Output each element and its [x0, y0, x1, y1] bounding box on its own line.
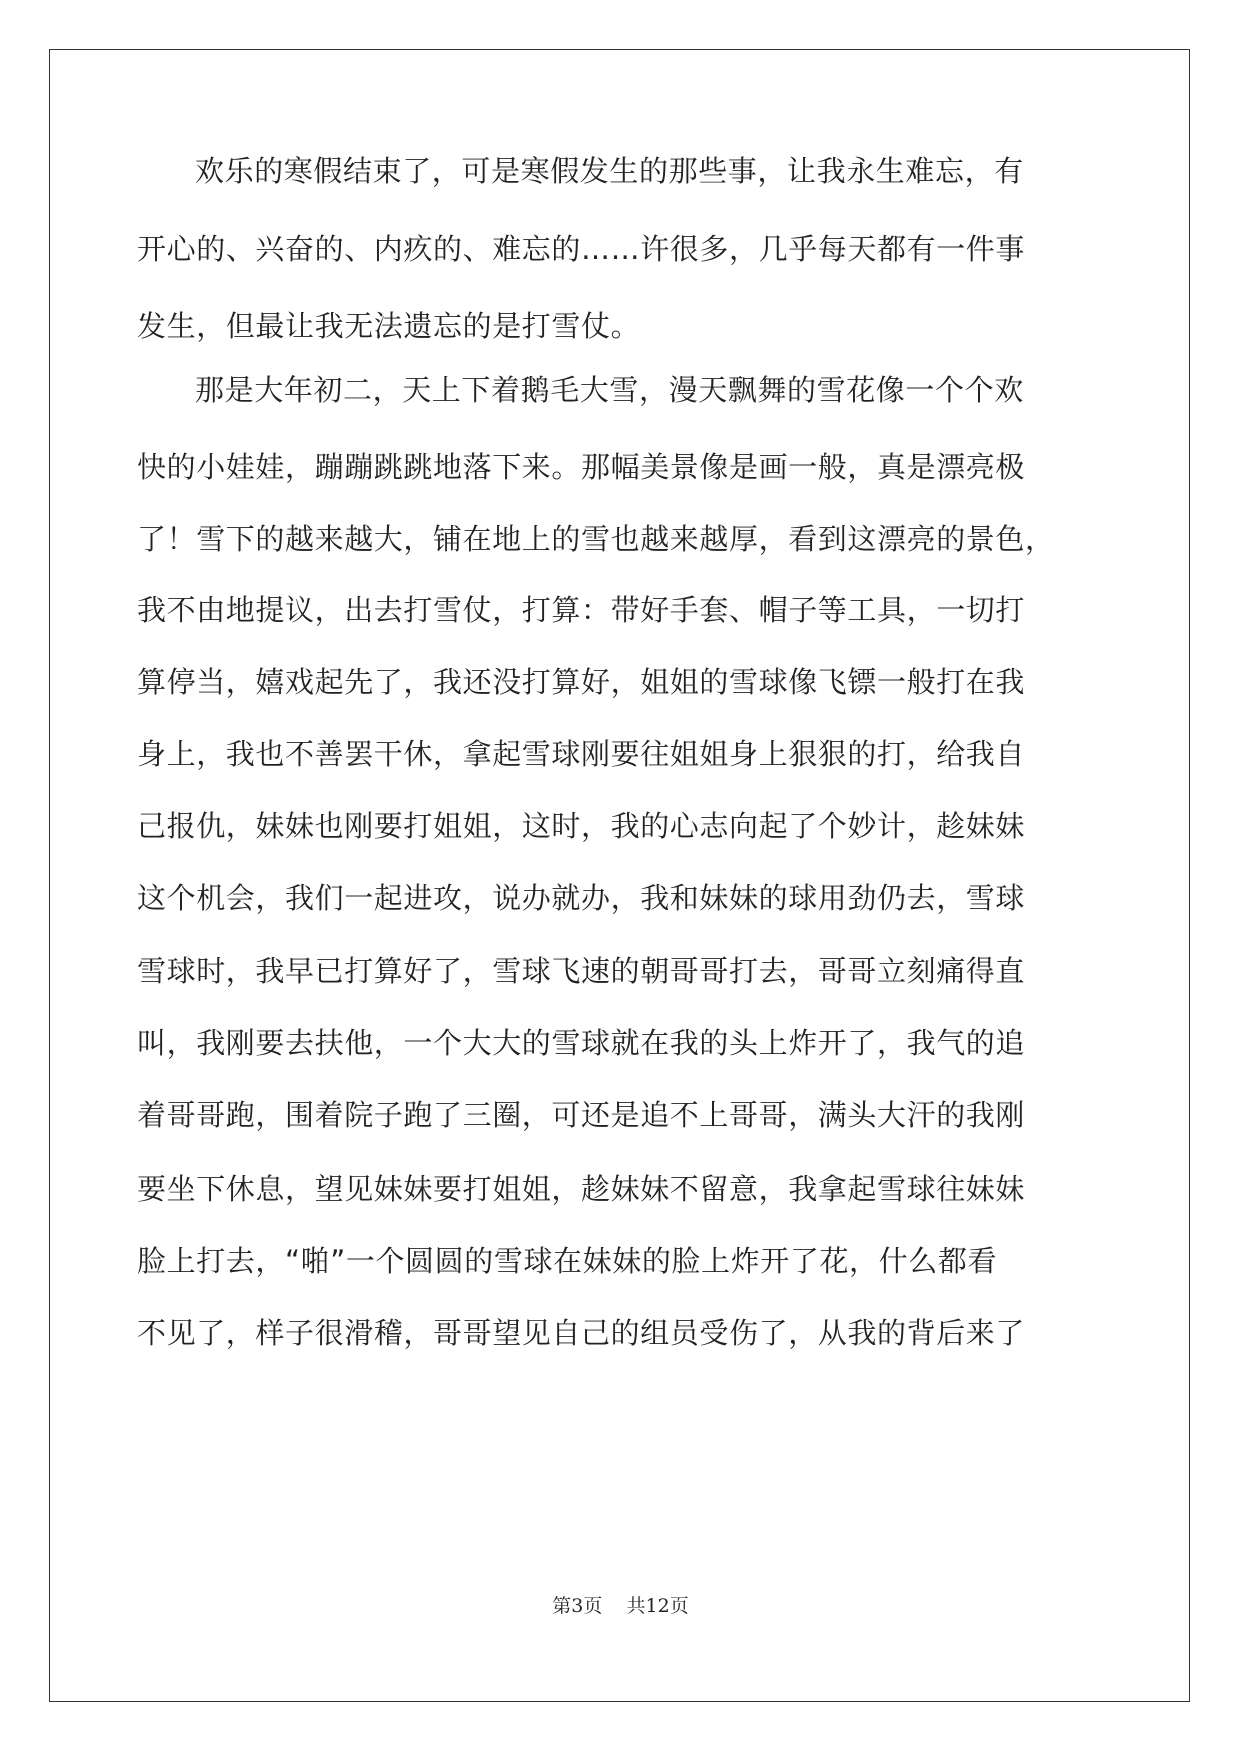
paragraph-2-line-10: 叫，我刚要去扶他，一个大大的雪球就在我的头上炸开了，我气的追: [137, 1026, 1026, 1060]
paragraph-2-line-2: 快的小娃娃，蹦蹦跳跳地落下来。那幅美景像是画一般，真是漂亮极: [137, 450, 1026, 484]
paragraph-2-line-14: 不见了，样子很滑稽，哥哥望见自己的组员受伤了，从我的背后来了: [137, 1316, 1026, 1350]
paragraph-1-line-2: 开心的、兴奋的、内疚的、难忘的……许很多，几乎每天都有一件事: [137, 232, 1026, 266]
paragraph-1-line-1: 欢乐的寒假结束了，可是寒假发生的那些事，让我永生难忘，有: [195, 154, 1024, 188]
paragraph-2-line-3: 了！雪下的越来越大，铺在地上的雪也越来越厚，看到这漂亮的景色，: [137, 522, 1055, 556]
paragraph-2-line-9: 雪球时，我早已打算好了，雪球飞速的朝哥哥打去，哥哥立刻痛得直: [137, 954, 1026, 988]
paragraph-2-line-4: 我不由地提议，出去打雪仗，打算：带好手套、帽子等工具，一切打: [137, 593, 1026, 627]
page-number: 第3页 共12页: [552, 1595, 689, 1617]
paragraph-1-line-3: 发生，但最让我无法遗忘的是打雪仗。: [137, 309, 641, 343]
page-footer: [0, 1594, 1241, 1618]
paragraph-2-line-5: 算停当，嬉戏起先了，我还没打算好，姐姐的雪球像飞镖一般打在我: [137, 665, 1026, 699]
paragraph-2-line-11: 着哥哥跑，围着院子跑了三圈，可还是追不上哥哥，满头大汗的我刚: [137, 1098, 1026, 1132]
paragraph-2-line-13: 脸上打去，“啪”一个圆圆的雪球在妹妹的脸上炸开了花，什么都看: [137, 1244, 998, 1278]
paragraph-2-line-12: 要坐下休息，望见妹妹要打姐姐，趁妹妹不留意，我拿起雪球往妹妹: [137, 1172, 1026, 1206]
paragraph-2-line-7: 己报仇，妹妹也刚要打姐姐，这时，我的心志向起了个妙计，趁妹妹: [137, 809, 1026, 843]
paragraph-2-line-6: 身上，我也不善罢干休，拿起雪球刚要往姐姐身上狠狠的打，给我自: [137, 737, 1026, 771]
paragraph-2-line-1: 那是大年初二，天上下着鹅毛大雪，漫天飘舞的雪花像一个个欢: [195, 373, 1024, 407]
page-border: [49, 49, 1190, 1702]
paragraph-2-line-8: 这个机会，我们一起进攻，说办就办，我和妹妹的球用劲仍去，雪球: [137, 881, 1026, 915]
